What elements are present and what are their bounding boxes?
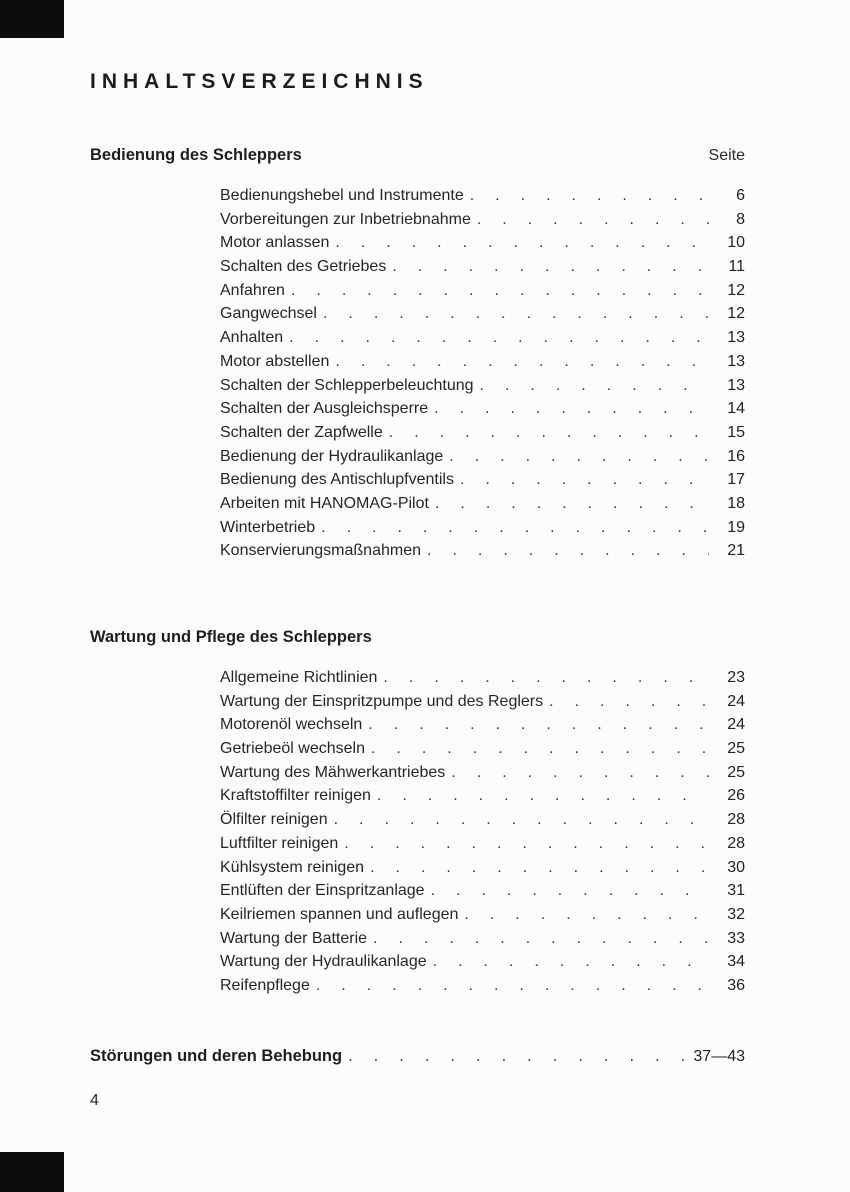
dot-leader: [291, 282, 709, 300]
toc-entry-label: Kraftstoffilter reinigen: [220, 787, 371, 805]
toc-entry-page: 19: [727, 518, 745, 536]
dot-leader: [383, 669, 709, 687]
toc-entry: [220, 424, 745, 448]
scan-edge-bottom-left: [0, 1152, 64, 1192]
toc-entry-label: Schalten der Ausgleichsperre: [220, 400, 429, 418]
toc-entry: [220, 495, 745, 519]
dot-leader: [377, 787, 709, 805]
dot-leader: [427, 542, 709, 560]
toc-entry-label: Gangwechsel: [220, 305, 317, 323]
section-heading-row: [90, 146, 745, 165]
toc-entry: [220, 716, 745, 740]
toc-entry-page: 10: [727, 234, 745, 252]
dot-leader: [480, 377, 709, 395]
toc-entry: [220, 400, 745, 424]
toc-entry-label: Allgemeine Richtlinien: [220, 669, 378, 686]
toc-entry: [220, 811, 745, 835]
toc-entry-label: Wartung der Hydraulikanlage: [220, 953, 427, 971]
page-column-header: Seite: [708, 147, 745, 164]
dot-leader: [348, 1047, 687, 1066]
dot-leader: [434, 400, 709, 418]
toc-entry: [220, 859, 745, 883]
toc-entry: [220, 282, 745, 306]
toc-entry: [220, 977, 745, 1001]
toc-entry-label: Schalten der Zapfwelle: [220, 423, 383, 441]
toc-entry-label: Getriebeöl wechseln: [220, 740, 365, 758]
dot-leader: [335, 353, 709, 371]
toc-entry-page: 31: [727, 882, 745, 900]
toc-entry: [220, 471, 745, 495]
toc-entry: [220, 906, 745, 930]
toc-entry-label: Arbeiten mit HANOMAG-Pilot: [220, 494, 429, 512]
dot-leader: [435, 495, 709, 513]
toc-entry-page: 37—43: [693, 1047, 745, 1065]
toc-entry-label: Motor abstellen: [220, 352, 330, 370]
toc-entry-page: 6: [736, 187, 745, 204]
toc-entry-label: Luftfilter reinigen: [220, 834, 339, 852]
toc-entry-page: 26: [727, 787, 745, 805]
toc-sections: [90, 146, 745, 1001]
toc-entry-page: 21: [727, 542, 745, 560]
toc-entry: [220, 930, 745, 954]
dot-leader: [449, 448, 709, 466]
toc-entry-page: 30: [727, 858, 745, 876]
toc-entry-label: Bedienung der Hydraulikanlage: [220, 447, 444, 465]
toc-entry-label: Schalten der Schlepperbeleuchtung: [220, 376, 474, 394]
toc-entry: [220, 258, 745, 282]
toc-entry-label: Motor anlassen: [220, 234, 330, 252]
toc-entry-label: Wartung des Mähwerkantriebes: [220, 763, 446, 781]
page-number: 4: [90, 1091, 99, 1109]
dot-leader: [451, 764, 709, 782]
dot-leader: [323, 305, 709, 323]
toc-entry-page: 33: [727, 929, 745, 947]
dot-leader: [371, 740, 709, 758]
toc-entry-list: [90, 187, 745, 566]
toc-entry-page: 12: [727, 305, 745, 323]
toc-footer-entry: [90, 1047, 745, 1066]
toc-entry-label: Schalten des Getriebes: [220, 258, 387, 276]
toc-entry-page: 34: [727, 953, 745, 971]
toc-entry: [220, 305, 745, 329]
toc-entry-list: [90, 669, 745, 1001]
dot-leader: [460, 471, 709, 489]
toc-entry-label: Ölfilter reinigen: [220, 811, 328, 829]
dot-leader: [370, 859, 709, 877]
toc-entry-page: 12: [727, 281, 745, 299]
toc-entry-page: 13: [727, 329, 745, 347]
dot-leader: [389, 424, 709, 442]
toc-entry-label: Motorenöl wechseln: [220, 716, 363, 734]
dot-leader: [316, 977, 709, 995]
toc-entry: [220, 353, 745, 377]
dot-leader: [433, 953, 709, 971]
dot-leader: [344, 835, 709, 853]
toc-entry-page: 11: [728, 258, 745, 276]
toc-entry: [220, 377, 745, 401]
dot-leader: [464, 906, 709, 924]
toc-entry-page: 36: [727, 976, 745, 994]
toc-entry-label: Keilriemen spannen und auflegen: [220, 905, 459, 923]
toc-entry: [220, 764, 745, 788]
toc-entry-page: 24: [727, 692, 745, 710]
toc-entry: [220, 234, 745, 258]
toc-section: [90, 628, 745, 1001]
dot-leader: [321, 519, 709, 537]
section-heading: Wartung und Pflege des Schleppers: [90, 628, 372, 646]
toc-entry-page: 14: [727, 400, 745, 418]
toc-section: [90, 146, 745, 566]
toc-entry: [220, 740, 745, 764]
toc-entry-label: Bedienungshebel und Instrumente: [220, 187, 464, 204]
dot-leader: [392, 258, 709, 276]
toc-entry-page: 16: [727, 447, 745, 465]
toc-entry-label: Konservierungsmaßnahmen: [220, 542, 421, 560]
toc-entry: [220, 329, 745, 353]
toc-entry-page: 28: [727, 811, 745, 829]
toc-entry-page: 15: [727, 423, 745, 441]
toc-entry-label: Bedienung des Antischlupfventils: [220, 471, 454, 489]
dot-leader: [335, 234, 709, 252]
toc-entry-page: 32: [727, 905, 745, 923]
toc-entry-page: 17: [727, 471, 745, 489]
toc-entry-label: Wartung der Batterie: [220, 929, 368, 947]
toc-entry-label: Vorbereitungen zur Inbetriebnahme: [220, 210, 471, 228]
dot-leader: [431, 882, 709, 900]
toc-entry-page: 8: [736, 210, 745, 228]
toc-entry-page: 24: [727, 716, 745, 734]
dot-leader: [470, 187, 709, 205]
toc-entry-page: 25: [727, 740, 745, 758]
section-heading: Bedienung des Schleppers: [90, 146, 302, 164]
toc-entry-label: Entlüften der Einspritzanlage: [220, 882, 425, 900]
toc-entry-label: Anhalten: [220, 329, 284, 347]
dot-leader: [368, 716, 709, 734]
toc-entry: [220, 953, 745, 977]
toc-entry: [220, 448, 745, 472]
toc-entry-page: 23: [727, 669, 745, 686]
page-title: INHALTSVERZEICHNIS: [90, 70, 429, 93]
dot-leader: [549, 693, 709, 711]
toc-entry: [220, 693, 745, 717]
toc-entry-page: 13: [727, 376, 745, 394]
toc-entry: [220, 519, 745, 543]
section-heading-row: [90, 628, 745, 647]
toc-entry: [220, 542, 745, 566]
toc-entry-page: 13: [727, 352, 745, 370]
dot-leader: [477, 211, 709, 229]
toc-entry-page: 28: [727, 834, 745, 852]
toc-entry-page: 25: [727, 763, 745, 781]
dot-leader: [334, 811, 709, 829]
toc-entry-label: Reifenpflege: [220, 976, 310, 994]
toc-entry-page: 18: [727, 494, 745, 512]
toc-entry: [220, 787, 745, 811]
dot-leader: [289, 329, 709, 347]
toc-entry-label: Anfahren: [220, 281, 285, 299]
toc-entry-label: Wartung der Einspritzpumpe und des Reglers: [220, 692, 544, 710]
toc-entry-label: Kühlsystem reinigen: [220, 858, 365, 876]
toc-entry: [220, 669, 745, 693]
toc-entry: [220, 835, 745, 859]
dot-leader: [373, 930, 709, 948]
toc-entry: [220, 187, 745, 211]
toc-entry-label: Winterbetrieb: [220, 518, 316, 536]
toc-entry: [220, 211, 745, 235]
toc-entry-label: Störungen und deren Behebung: [90, 1046, 343, 1065]
toc-entry: [220, 882, 745, 906]
